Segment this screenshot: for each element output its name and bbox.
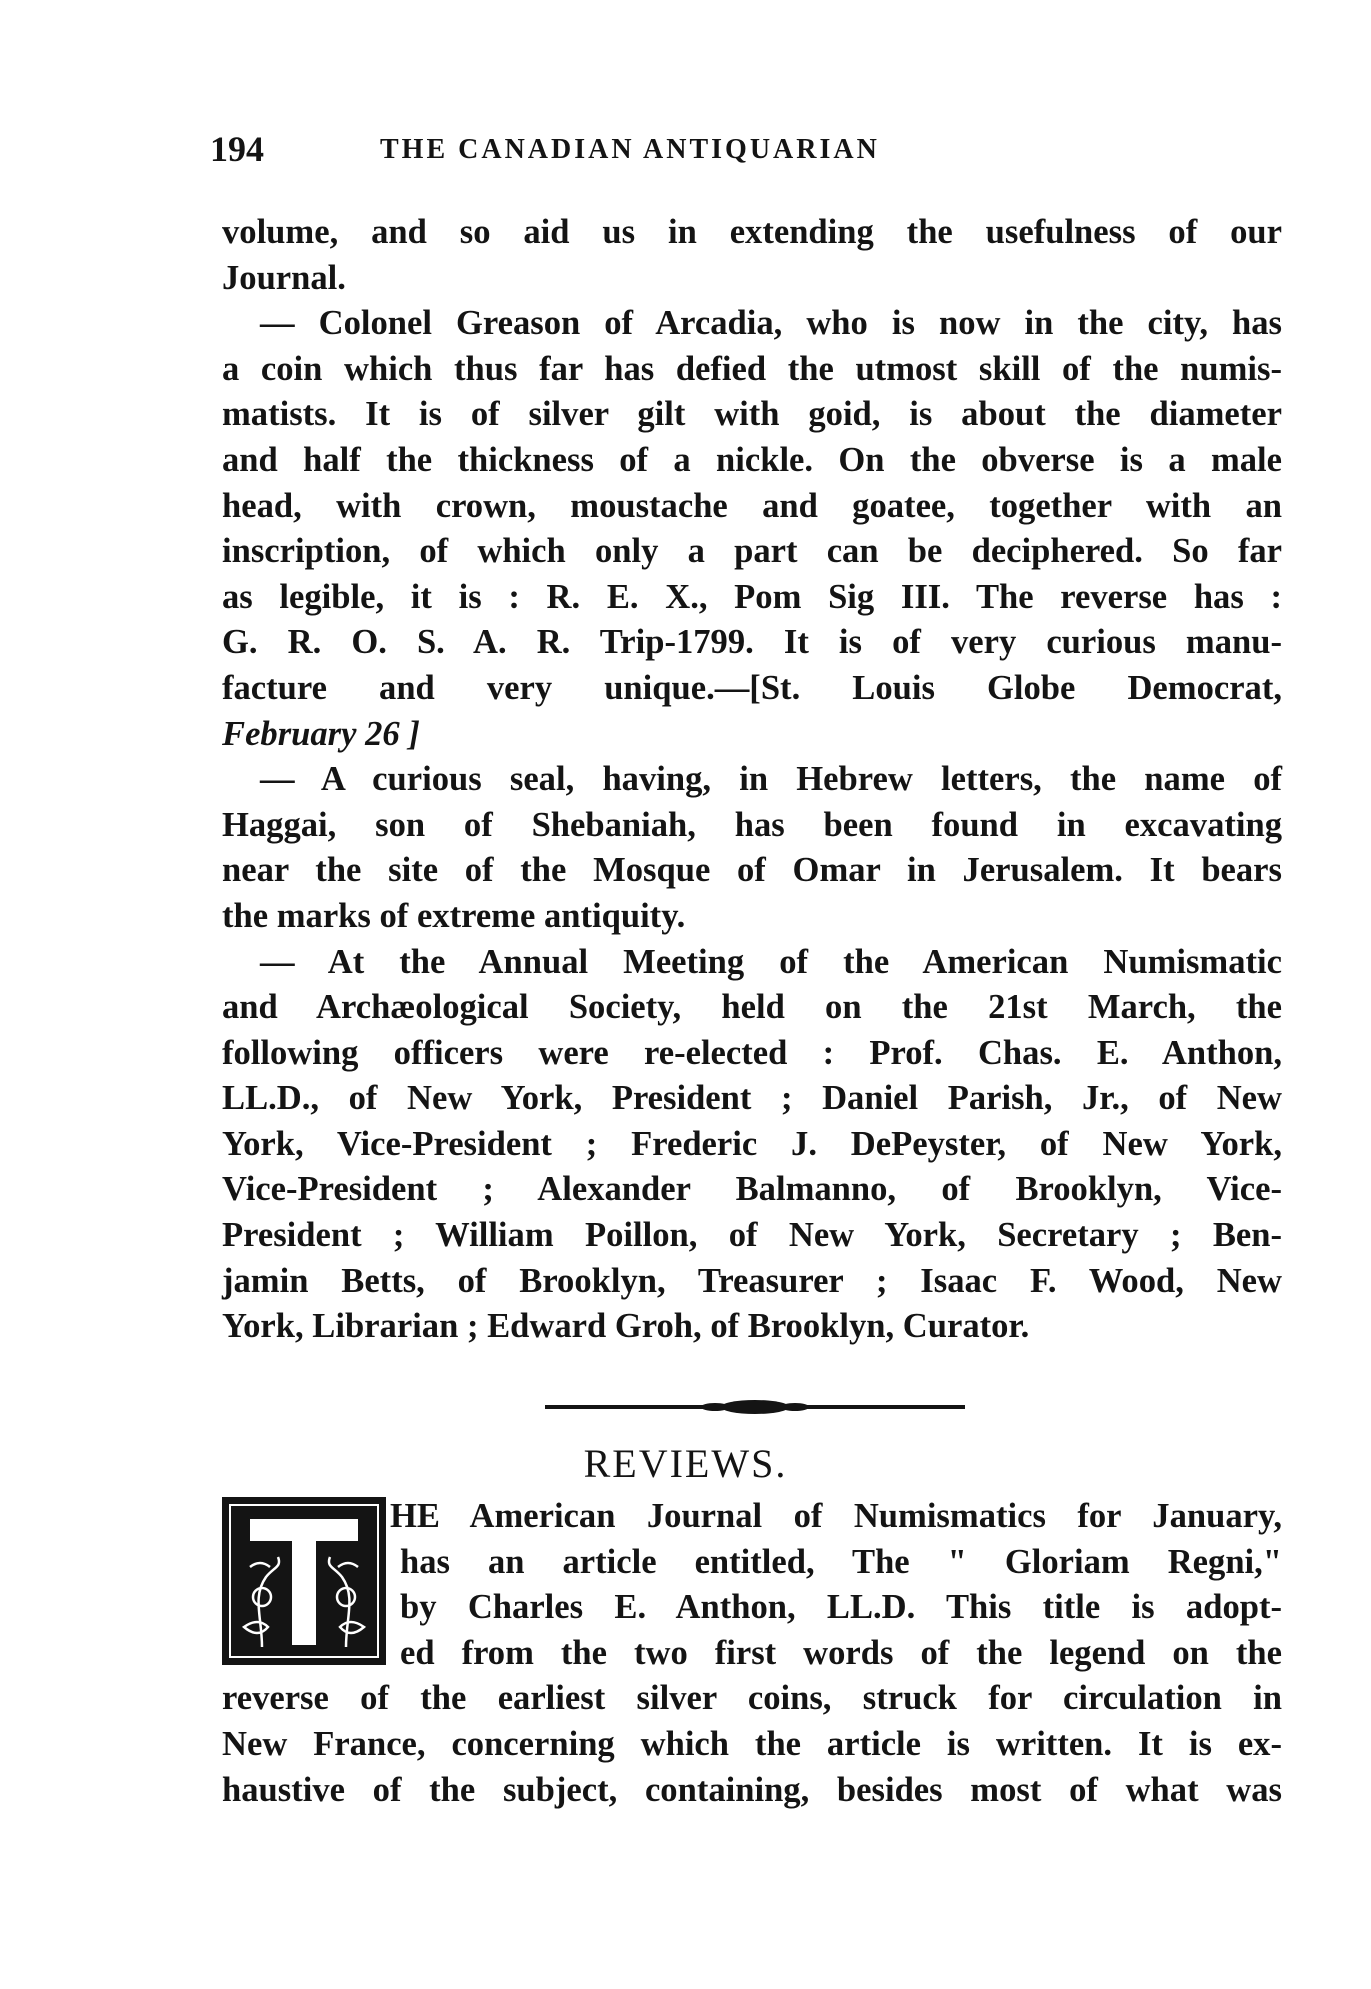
body-line: jamin Betts, of Brooklyn, Treasurer ; Isaac F. Wood, New	[222, 1261, 1282, 1300]
body-line: G. R. O. S. A. R. Trip-1799. It is of very curious manu-	[222, 623, 1282, 662]
review-text	[222, 1494, 1282, 1813]
body-line: and Archæological Society, held on the 21st March, the	[222, 988, 1282, 1027]
body-line: as legible, it is : R. E. X., Pom Sig III. The reverse has :	[222, 577, 1282, 616]
body-line: President ; William Poillon, of New York, Secretary ; Ben-	[222, 1216, 1282, 1255]
body-line: head, with crown, moustache and goatee, together with an	[222, 486, 1282, 525]
body-line: following officers were re-elected : Prof. Chas. E. Anthon,	[222, 1033, 1282, 1072]
review-line: ed from the two first words of the legend on the	[400, 1633, 1282, 1672]
review-line: New France, concerning which the article is written. It is ex-	[222, 1724, 1282, 1763]
body-line: LL.D., of New York, President ; Daniel Parish, Jr., of New	[222, 1079, 1282, 1118]
body-line: the marks of extreme antiquity.	[222, 896, 686, 935]
body-line: Journal.	[222, 258, 346, 297]
body-line: York, Vice-President ; Frederic J. DePeyster, of New York,	[222, 1124, 1282, 1163]
body-line: inscription, of which only a part can be deciphered. So far	[222, 532, 1282, 571]
body-line: Haggai, son of Shebaniah, has been found in excavating	[222, 805, 1282, 844]
running-title: THE CANADIAN ANTIQUARIAN	[380, 134, 880, 165]
page-header	[210, 128, 1290, 172]
body-line: and half the thickness of a nickle. On the obverse is a male	[222, 440, 1282, 479]
body-line: a coin which thus far has defied the utmost skill of the numis-	[222, 349, 1282, 388]
body-text	[222, 210, 1282, 1350]
review-line: has an article entitled, The " Gloriam Regni,"	[400, 1542, 1282, 1581]
review-line: reverse of the earliest silver coins, struck for circulation in	[222, 1679, 1282, 1718]
body-line: near the site of the Mosque of Omar in Jerusalem. It bears	[222, 851, 1282, 890]
body-line: — A curious seal, having, in Hebrew letters, the name of	[260, 760, 1282, 799]
review-line: haustive of the subject, containing, besides most of what was	[222, 1770, 1282, 1809]
section-divider-ornament	[545, 1398, 965, 1416]
body-line: February 26 ]	[222, 714, 420, 753]
review-line: by Charles E. Anthon, LL.D. This title is adopt-	[400, 1588, 1282, 1627]
body-line: facture and very unique.—[St. Louis Globe Democrat,	[222, 668, 1282, 707]
reviews-heading: REVIEWS.	[583, 1441, 788, 1486]
page-number: 194	[210, 129, 264, 169]
body-line: Vice-President ; Alexander Balmanno, of Brooklyn, Vice-	[222, 1170, 1282, 1209]
review-line: HE American Journal of Numismatics for January,	[390, 1497, 1282, 1535]
body-line: matists. It is of silver gilt with goid, is about the diameter	[222, 395, 1282, 434]
body-line: — Colonel Greason of Arcadia, who is now in the city, has	[260, 304, 1282, 343]
body-line: — At the Annual Meeting of the American Numismatic	[260, 942, 1282, 981]
body-line: York, Librarian ; Edward Groh, of Brooklyn, Curator.	[222, 1307, 1030, 1346]
body-line: volume, and so aid us in extending the usefulness of our	[222, 213, 1282, 251]
